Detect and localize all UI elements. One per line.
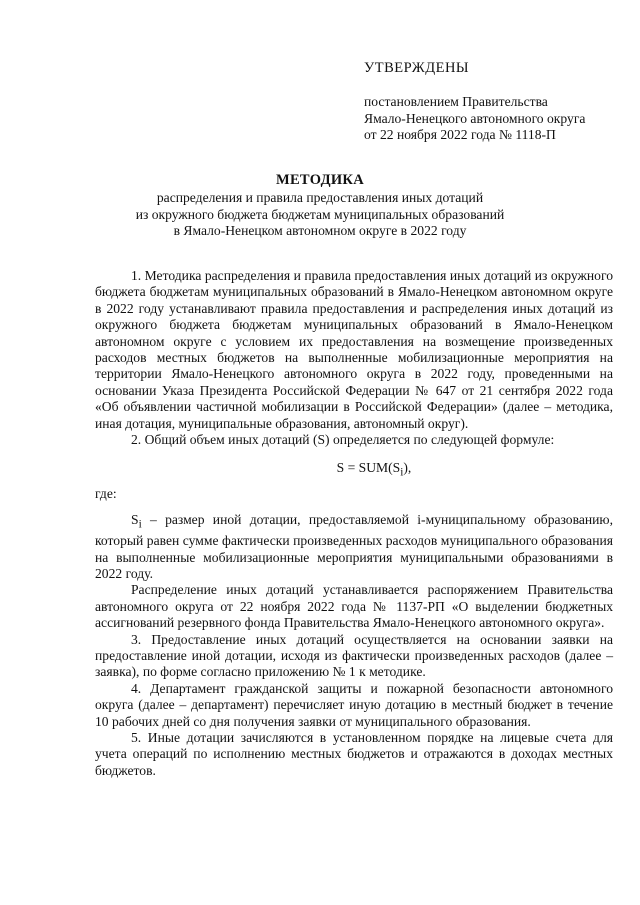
approval-line: постановлением Правительства bbox=[364, 94, 548, 110]
formula-subscript: i bbox=[400, 467, 404, 480]
paragraph-5: 5. Иные дотации зачисляются в установленном порядке на лицевые счета для учета операций по исполнению местных бюджетов и отражаются в доходах местных бюджетов. bbox=[95, 730, 613, 778]
formula bbox=[95, 460, 613, 481]
paragraph-si-definition bbox=[95, 512, 613, 582]
si-symbol: S bbox=[131, 512, 139, 527]
document-title-block bbox=[60, 172, 580, 240]
where-label: где: bbox=[95, 485, 117, 501]
formula-left: S = SUM(S bbox=[336, 460, 401, 476]
document-subtitle-line: из окружного бюджета бюджетам муниципальных образований bbox=[135, 206, 505, 222]
si-definition-text: – размер иной дотации, предоставляемой i-муниципальному образованию, который равен сумме фактически произведенных расходов муниципального образования на выполненные мобилизационные мероприятия муниципальными образованиями в 2022 году. bbox=[95, 512, 613, 581]
approval-line: от 22 ноября 2022 года № 1118-П bbox=[364, 127, 556, 143]
formula-right: ), bbox=[403, 460, 412, 476]
si-subscript: i bbox=[138, 518, 142, 531]
document-title: МЕТОДИКА bbox=[275, 172, 365, 188]
document-subtitle-line: распределения и правила предоставления иных дотаций bbox=[156, 190, 484, 206]
paragraph-distribution: Распределение иных дотаций устанавливается распоряжением Правительства автономного округа от 22 ноября 2022 года № 1137-РП «О выделении бюджетных ассигнований резервного фонда Правительства Ямало-Ненецкого автономного округа». bbox=[95, 582, 613, 631]
approval-line: Ямало-Ненецкого автономного округа bbox=[364, 110, 586, 126]
document-body bbox=[95, 268, 613, 779]
approval-heading: УТВЕРЖДЕНЫ bbox=[364, 60, 470, 76]
document-subtitle-line: в Ямало-Ненецком автономном округе в 2022 году bbox=[173, 223, 467, 239]
paragraph-1: 1. Методика распределения и правила предоставления иных дотаций из окружного бюджета бюджетам муниципальных образований в Ямало-Ненецком автономном округе в 2022 году устанавливают правила предоставления и распределения иных дотаций из окружного бюджета бюджетам муниципальных образований в Ямало-Ненецком автономном округе с условием их предоставления на возмещение произведенных расходов местных бюджетов на выполненные мобилизационные мероприятия на территории Ямало-Ненецкого автономного округа в 2022 году, проведенными на основании Указа Президента Российской Федерации № 647 от 21 сентября 2022 года «Об объявлении частичной мобилизации в Российской Федерации» (далее – методика, иная дотация, муниципальные образования, автономный округ). bbox=[95, 268, 613, 431]
approval-block bbox=[364, 60, 624, 144]
paragraph-4: 4. Департамент гражданской защиты и пожарной безопасности автономного округа (далее – департамент) перечисляет иную дотацию в местный бюджет в течение 10 рабочих дней со дня получения заявки от муниципального образования. bbox=[95, 680, 613, 729]
paragraph-2: 2. Общий объем иных дотаций (S) определяется по следующей формуле: bbox=[131, 432, 555, 448]
paragraph-3: 3. Предоставление иных дотаций осуществляется на основании заявки на предоставление иной дотации, исходя из фактически произведенных расходов (далее – заявка), по форме согласно приложению № 1 к методике. bbox=[95, 631, 613, 680]
